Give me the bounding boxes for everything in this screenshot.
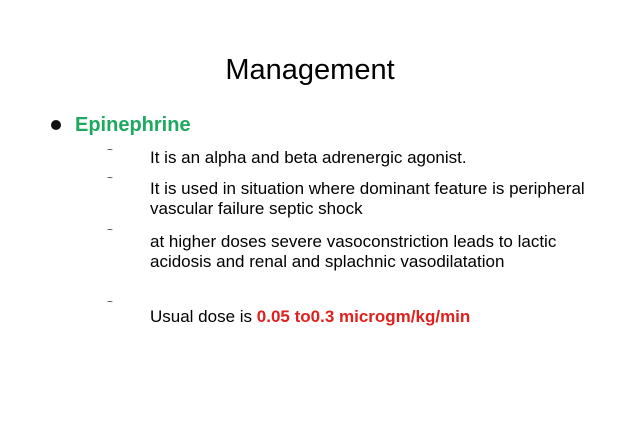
sub-bullet-marker-icon: ~ — [107, 225, 113, 236]
bullet-dot-icon — [51, 120, 61, 130]
sub-bullet-marker-icon: ~ — [107, 297, 113, 308]
sub-bullet-4 — [150, 307, 590, 327]
sub-bullet-2: It is used in situation where dominant feature is peripheral vascular failure septic shock — [150, 179, 585, 218]
epinephrine-heading: Epinephrine — [75, 114, 191, 136]
sub-bullet-marker-icon: ~ — [107, 173, 113, 184]
sub-bullet-3: at higher doses severe vasoconstriction leads to lactic acidosis and renal and splachnic vasodilatation — [150, 232, 557, 271]
dose-highlight: 0.05 to0.3 microgm/kg/min — [256, 307, 471, 326]
sub-bullet-marker-icon: ~ — [107, 145, 113, 156]
sub-bullet-1: It is an alpha and beta adrenergic agonist. — [150, 148, 467, 167]
slide-title: Management — [225, 54, 395, 86]
dose-prefix: Usual dose is — [150, 307, 257, 326]
